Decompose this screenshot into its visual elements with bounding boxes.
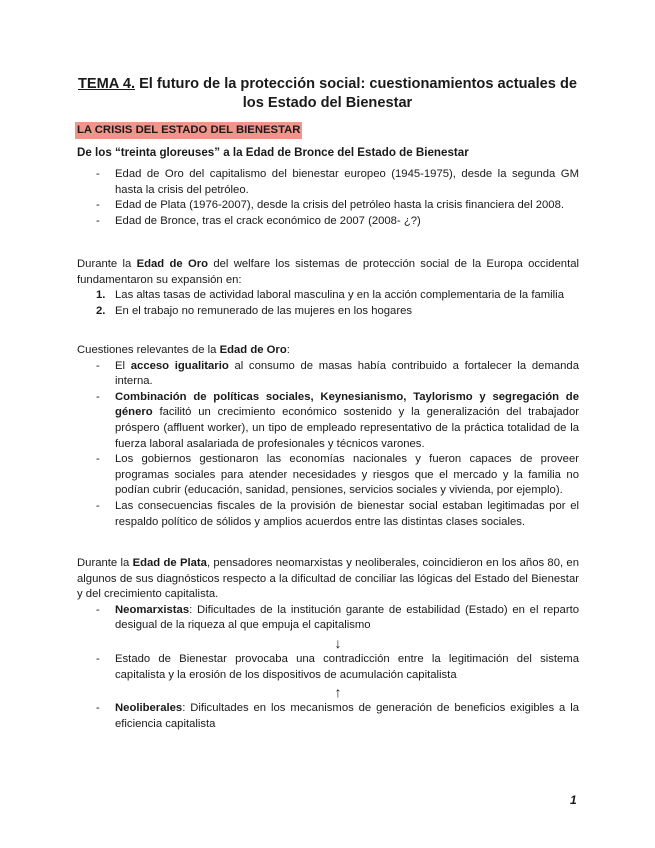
title-text: El futuro de la protección social: cuestionamientos actuales de los Estado del Bienestar xyxy=(135,76,577,111)
questions-intro-post: : xyxy=(286,344,290,356)
arrow-up-icon: ↑ xyxy=(334,684,342,701)
silver-list-middle xyxy=(77,652,579,683)
list-item-text: : Dificultades en los mecanismos de generación de beneficios exigibles a la eficiencia capitalista xyxy=(115,702,579,730)
list-item-text: Los gobiernos gestionaron las economías nacionales y fueron capaces de proveer programas sociales para atender necesidades y riesgos que el mercado y la familia no podían cubrir (educación, sanidad, pensiones, servicios sociales y vivienda, por ejemplo). xyxy=(115,453,579,497)
list-item-text: Edad de Plata (1976-2007), desde la crisis del petróleo hasta la crisis financiera del 2008. xyxy=(115,199,565,212)
dash-bullet: - xyxy=(96,652,100,665)
dash-bullet: - xyxy=(96,168,100,180)
list-item xyxy=(77,603,579,634)
golden-intro-pre: Durante la xyxy=(77,258,137,270)
neomarxistas-label: Neomarxistas xyxy=(115,603,190,616)
list-item-text: Las consecuencias fiscales de la provisión de bienestar social estaban legitimadas por el respaldo político de sólidos y amplios acuerdos entre las distintas clases sociales. xyxy=(115,499,579,528)
questions-list xyxy=(77,359,579,531)
title-tema: TEMA 4. xyxy=(77,76,136,92)
dash-bullet: - xyxy=(96,199,100,212)
ages-list xyxy=(77,167,579,229)
silver-intro-bold: Edad de Plata xyxy=(132,557,207,569)
number-marker: 2. xyxy=(96,304,106,317)
list-item xyxy=(77,288,579,304)
golden-intro-post: del welfare los sistemas de protección social de la Europa occidental fundamentaron su expansión en: xyxy=(77,258,579,286)
page-number: 1 xyxy=(570,793,577,807)
list-item-text: El xyxy=(115,359,131,372)
dash-bullet: - xyxy=(96,603,100,616)
dash-bullet: - xyxy=(96,702,100,715)
list-item xyxy=(77,390,579,452)
section-heading: LA CRISIS DEL ESTADO DEL BIENESTAR xyxy=(75,122,302,139)
page-title xyxy=(70,75,585,113)
silver-age-block xyxy=(77,556,579,732)
list-item xyxy=(77,652,579,683)
golden-intro-bold: Edad de Oro xyxy=(136,258,209,270)
silver-intro xyxy=(77,556,579,603)
list-item-bold: acceso igualitario xyxy=(130,359,229,372)
list-item xyxy=(77,167,579,198)
dash-bullet: - xyxy=(96,499,100,512)
silver-list-end xyxy=(77,701,579,732)
list-item xyxy=(77,214,579,230)
dash-bullet: - xyxy=(96,453,100,466)
questions-intro-bold: Edad de Oro xyxy=(219,344,287,356)
golden-points xyxy=(77,288,579,319)
questions-block xyxy=(77,343,579,530)
golden-intro xyxy=(77,257,579,288)
list-item-text: : Dificultades de la institución garante de estabilidad (Estado) en el reparto desigual de la riqueza al que empuja el capitalismo xyxy=(115,603,579,632)
ages-list-block xyxy=(77,167,579,229)
list-item xyxy=(77,452,579,499)
list-item-text: Edad de Oro del capitalismo del bienestar europeo (1945-1975), desde la segunda GM hasta la crisis del petróleo. xyxy=(115,168,579,196)
dash-bullet: - xyxy=(96,214,100,227)
list-item xyxy=(77,701,579,732)
list-item xyxy=(77,304,579,320)
golden-age-block xyxy=(77,257,579,319)
arrow-down-icon: ↓ xyxy=(334,634,342,651)
silver-list xyxy=(77,603,579,634)
list-item xyxy=(77,198,579,214)
list-item-text: al consumo de masas había contribuido a fortalecer la demanda interna. xyxy=(115,359,580,388)
questions-intro xyxy=(77,343,579,359)
silver-intro-post: , pensadores neomarxistas y neoliberales, coincidieron en los años 80, en algunos de sus diagnósticos respecto a la dificultad de conciliar las lógicas del Estado del Bienestar y del crecimiento capitalista. xyxy=(77,557,579,601)
list-item-text: facilitó un crecimiento económico sostenido y la generalización del trabajador próspero (affluent worker), un tipo de empleado representativo de la práctica totalidad de la fuerza laboral asalariada de profesionales y técnicos varones. xyxy=(115,406,579,450)
questions-intro-pre: Cuestiones relevantes de la xyxy=(77,344,220,356)
list-item xyxy=(77,359,579,390)
list-item-text: Estado de Bienestar provocaba una contradicción entre la legitimación del sistema capitalista y la erosión de los dispositivos de acumulación capitalista xyxy=(115,652,579,681)
neoliberales-label: Neoliberales xyxy=(115,702,183,715)
list-item xyxy=(77,499,579,530)
dash-bullet: - xyxy=(96,390,100,403)
silver-intro-pre: Durante la xyxy=(77,557,133,569)
list-item-text: En el trabajo no remunerado de las mujeres en los hogares xyxy=(115,304,413,317)
subheading: De los “treinta gloreuses” a la Edad de Bronce del Estado de Bienestar xyxy=(77,146,469,159)
number-marker: 1. xyxy=(96,289,106,302)
dash-bullet: - xyxy=(96,359,100,372)
list-item-text: Las altas tasas de actividad laboral masculina y en la acción complementaria de la familia xyxy=(115,289,564,302)
list-item-text: Edad de Bronce, tras el crack económico de 2007 (2008- ¿?) xyxy=(115,214,421,227)
list-item-bold: Combinación de políticas sociales, Keynesianismo, Taylorismo y segregación de género xyxy=(115,390,579,419)
